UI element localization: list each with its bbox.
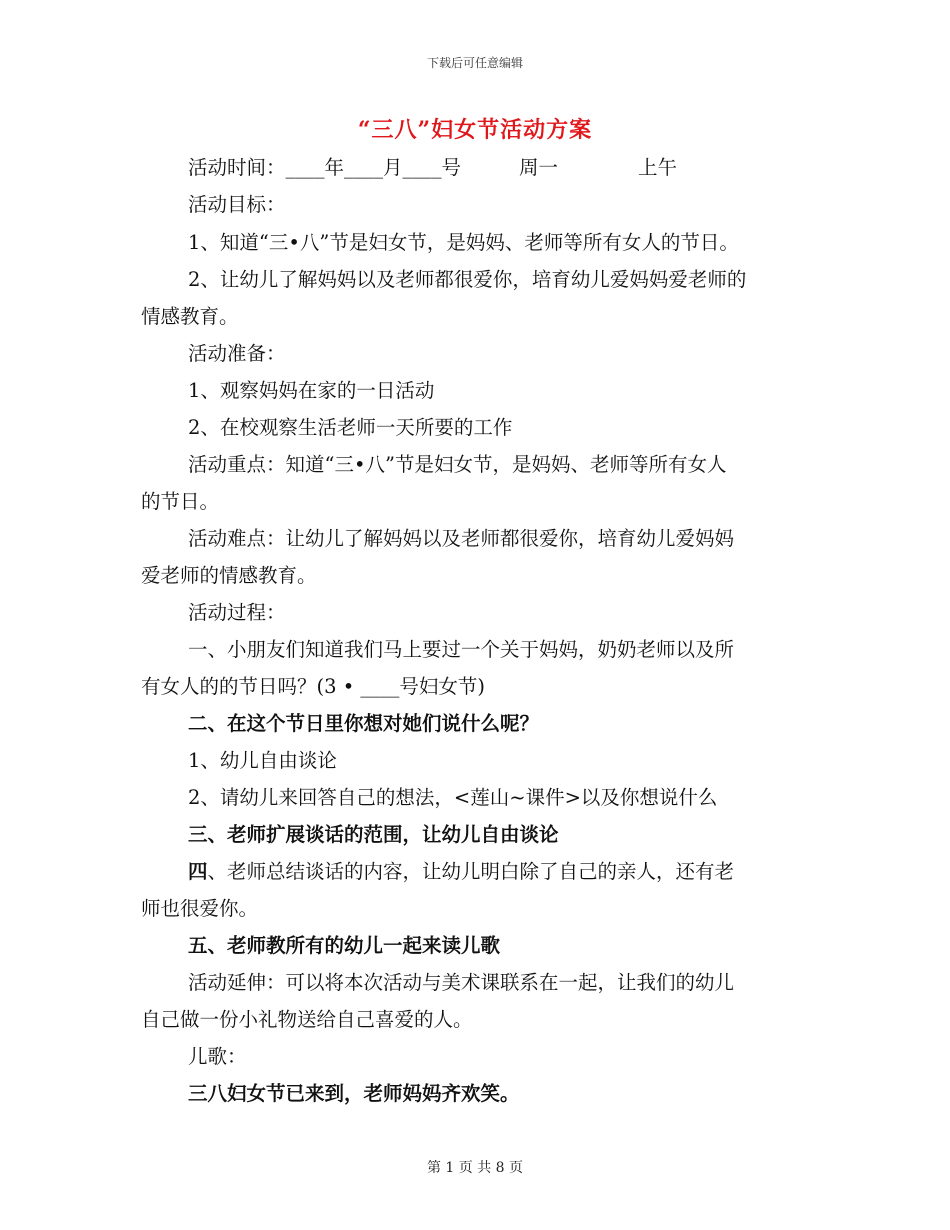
goal-item-2: 2、让幼儿了解妈妈以及老师都很爱你，培育幼儿爱妈妈爱老师的 [188,268,747,291]
page-header: 下载后可任意编辑 [426,56,523,70]
goal-label: 活动目标： [188,193,286,216]
step-4 [188,859,734,885]
step-4-text: 、老师总结谈话的内容，让幼儿明白除了自己的亲人，还有老 [207,860,735,883]
step-3: 三、老师扩展谈话的范围，让幼儿自由谈论 [188,823,559,846]
activity-time-row [188,155,677,181]
prep-label: 活动准备： [188,342,286,365]
prep-item-1: 1、观察妈妈在家的一日活动 [188,379,435,402]
step-1: 一、小朋友们知道我们马上要过一个关于妈妈，奶奶老师以及所 [188,638,735,661]
step-5: 五、老师教所有的幼儿一起来读儿歌 [188,934,501,957]
extension: 活动延伸：可以将本次活动与美术课联系在一起，让我们的幼儿 [188,971,735,994]
prep-item-2: 2、在校观察生活老师一天所要的工作 [188,416,513,439]
page-footer: 第 1 页 共 8 页 [426,1160,524,1176]
goal-item-1: 1、知道“三•八”节是妇女节，是妈妈、老师等所有女人的节日。 [188,231,739,254]
document-title: “三八”妇女节活动方案 [357,117,593,143]
extension-cont: 自己做一份小礼物送给自己喜爱的人。 [141,1008,473,1031]
goal-item-2-cont: 情感教育。 [141,305,239,328]
step-4-cont: 师也很爱你。 [141,897,259,920]
step-1-cont: 有女人的的节日吗？(3 • ____号妇女节) [141,675,486,698]
time-label: 活动时间： [188,156,286,179]
step-4-number: 四 [188,860,208,883]
step-2: 二、在这个节日里你想对她们说什么呢？ [188,712,540,735]
key-point: 活动重点：知道“三•八”节是妇女节，是妈妈、老师等所有女人 [188,453,727,476]
difficulty: 活动难点：让幼儿了解妈妈以及老师都很爱你，培育幼儿爱妈妈 [188,527,735,550]
process-label: 活动过程： [188,601,286,624]
step-2-item-1: 1、幼儿自由谈论 [188,749,337,772]
song-label: 儿歌： [188,1045,247,1068]
step-2-item-2: 2、请幼儿来回答自己的想法，<莲山~课件>以及你想说什么 [188,786,718,809]
time-date: ____年____月____号 [285,156,462,179]
song-line: 三八妇女节已来到，老师妈妈齐欢笑。 [188,1082,520,1105]
time-weekday: 周一 [519,156,559,179]
time-period: 上午 [638,156,678,179]
difficulty-cont: 爱老师的情感教育。 [141,564,317,587]
key-point-cont: 的节日。 [141,490,220,513]
